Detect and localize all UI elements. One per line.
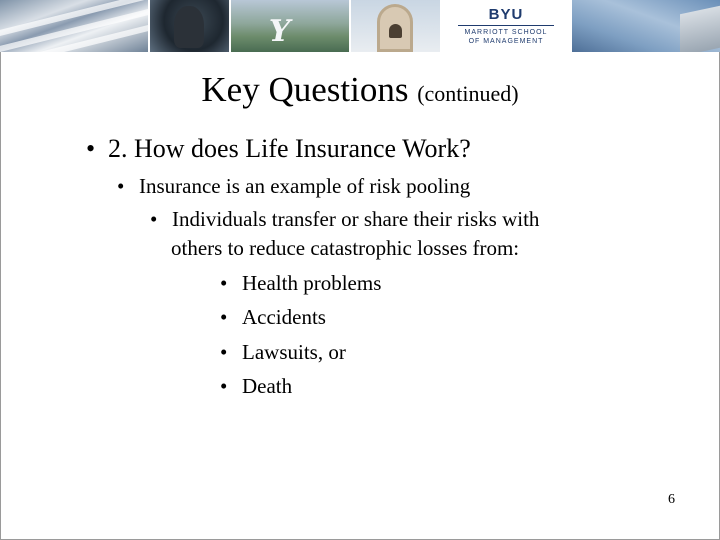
byu-logo-text: BYU [488,6,524,23]
slide-title-suffix: (continued) [417,81,519,106]
bullet-text: Lawsuits, or [242,340,346,364]
byu-logo-school: MARRIOTT SCHOOL [464,29,548,36]
bullet-text: others to reduce catastrophic losses from: [171,236,520,260]
bullet-text: Insurance is an example of risk pooling [139,174,471,198]
bullet-icon: • [150,207,158,231]
bullet-icon: • [220,374,228,398]
bullet-icon: • [86,134,96,163]
banner-photo-mountain-y: Y [231,0,351,52]
bullet-level3 [150,209,539,230]
banner-photo-building [572,0,720,52]
bullet-text: Accidents [242,305,326,329]
page-number: 6 [668,492,675,507]
bullet-icon: • [117,174,125,198]
header-banner [0,0,720,52]
bullet-level4 [220,273,381,294]
bullet-icon: • [220,305,228,329]
bullet-text: Individuals transfer or share their risks with [172,207,540,231]
slide-title [0,68,720,116]
bullet-level4 [220,342,346,363]
bullet-text: Death [242,374,293,398]
banner-photo-architecture [0,0,150,52]
bullet-text: 2. How does Life Insurance Work? [108,134,471,163]
slide-title-main: Key Questions [201,70,409,109]
bullet-icon: • [220,340,228,364]
byu-logo [442,0,572,52]
bullet-level3-continuation [171,238,519,259]
bullet-level4 [220,307,326,328]
bullet-icon: • [220,271,228,295]
banner-photo-bell-tower [351,0,442,52]
bullet-level2 [117,176,470,197]
byu-logo-management: OF MANAGEMENT [468,38,544,45]
bullet-text: Health problems [242,271,382,295]
bullet-level4 [220,376,292,397]
banner-photo-statue [150,0,231,52]
bullet-level1 [86,136,471,162]
